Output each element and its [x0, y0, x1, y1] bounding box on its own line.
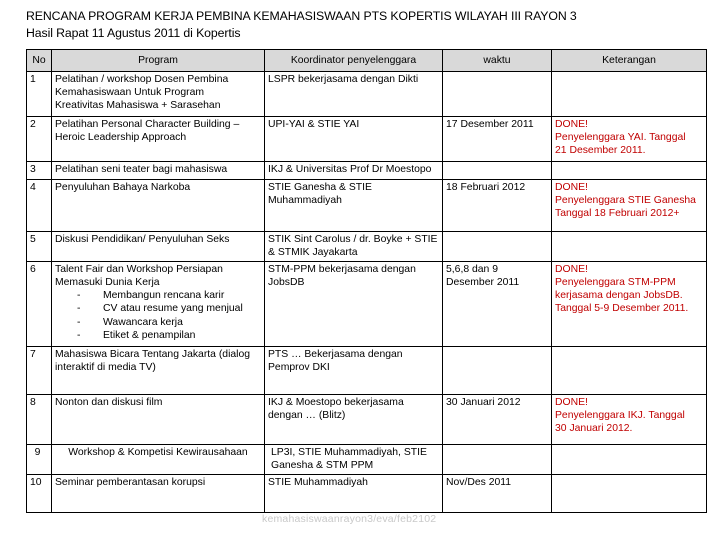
keterangan-text-line: Tanggal 18 Februari 2012+ — [555, 208, 680, 220]
cell-program — [52, 232, 265, 262]
watermark-text: kemahasiswaanrayon3/eva/feb2102 — [262, 513, 437, 525]
program-text-line: Memasuki Dunia Kerja — [55, 277, 160, 289]
program-text-line: Pelatihan / workshop Dosen Pembina — [55, 74, 229, 85]
cell-waktu — [443, 72, 552, 117]
cell-keterangan — [552, 117, 707, 162]
table-row — [27, 475, 707, 513]
cell-waktu — [443, 262, 552, 347]
program-text-line: interaktif di media TV) — [55, 362, 156, 374]
koordinator-text-line: STIE Muhammadiyah — [268, 477, 368, 489]
bullet-dash-icon: - — [77, 316, 81, 328]
status-badge: DONE! — [555, 397, 588, 409]
waktu-text-line: 18 Februari 2012 — [446, 182, 526, 193]
koordinator-text-line: STM-PPM bekerjasama dengan — [268, 264, 416, 276]
keterangan-text-line: Tanggal 5-9 Desember 2011. — [555, 303, 689, 315]
cell-koordinator — [265, 445, 443, 475]
cell-koordinator — [265, 395, 443, 445]
program-bullet-item — [77, 289, 261, 302]
bullet-label: Etiket & penampilan — [103, 329, 196, 341]
cell-no: 4 — [27, 180, 52, 232]
keterangan-text-line: Penyelenggara STM-PPM — [555, 277, 676, 289]
table-row — [27, 180, 707, 232]
cell-no: 10 — [27, 475, 52, 513]
waktu-text-line: Desember 2011 — [446, 277, 520, 289]
cell-no: 8 — [27, 395, 52, 445]
column-header-program: Program — [52, 50, 265, 72]
cell-program — [52, 162, 265, 180]
cell-no: 5 — [27, 232, 52, 262]
cell-keterangan — [552, 475, 707, 513]
koordinator-text-line: & STMIK Jayakarta — [268, 247, 358, 259]
koordinator-text-line: STIE Ganesha & STIE — [268, 182, 372, 193]
table-row — [27, 262, 707, 347]
table-row — [27, 395, 707, 445]
cell-waktu — [443, 117, 552, 162]
column-header-keterangan: Keterangan — [552, 50, 707, 72]
bullet-label: CV atau resume yang menjual — [103, 303, 243, 315]
program-bullet-item — [77, 302, 261, 315]
cell-waktu — [443, 475, 552, 513]
program-text-line: Pelatihan seni teater bagi mahasiswa — [55, 164, 228, 175]
koordinator-text-line: Muhammadiyah — [268, 195, 342, 207]
program-bullet-item — [77, 316, 261, 329]
bullet-dash-icon: - — [77, 329, 81, 341]
waktu-text-line: 17 Desember 2011 — [446, 119, 534, 130]
waktu-text-line: Nov/Des 2011 — [446, 477, 512, 489]
cell-program — [52, 445, 265, 475]
bullet-dash-icon: - — [77, 290, 81, 302]
table-header-row — [27, 50, 707, 72]
cell-koordinator — [265, 232, 443, 262]
program-text-line: Pelatihan Personal Character Building – — [55, 119, 240, 130]
table-row — [27, 162, 707, 180]
program-plan-table — [26, 49, 707, 513]
cell-program — [52, 347, 265, 395]
cell-no: 9 — [27, 445, 52, 475]
cell-koordinator — [265, 180, 443, 232]
cell-no: 3 — [27, 162, 52, 180]
column-header-waktu: waktu — [443, 50, 552, 72]
koordinator-text-line: STIK Sint Carolus / dr. Boyke + STIE — [268, 234, 438, 245]
cell-keterangan — [552, 445, 707, 475]
waktu-text-line: 5,6,8 dan 9 — [446, 264, 498, 276]
cell-keterangan — [552, 162, 707, 180]
program-text-line: Kemahasiswaan Untuk Program — [55, 87, 205, 99]
cell-program — [52, 475, 265, 513]
cell-koordinator — [265, 262, 443, 347]
cell-no: 1 — [27, 72, 52, 117]
cell-keterangan — [552, 72, 707, 117]
cell-keterangan — [552, 262, 707, 347]
bullet-label: Membangun rencana karir — [103, 290, 225, 302]
cell-koordinator — [265, 162, 443, 180]
cell-koordinator — [265, 72, 443, 117]
cell-program — [52, 395, 265, 445]
koordinator-text-line: Pemprov DKI — [268, 362, 330, 374]
cell-waktu — [443, 232, 552, 262]
program-text-line: Nonton dan diskusi film — [55, 397, 163, 409]
table-header — [27, 50, 707, 72]
keterangan-text-line: Penyelenggara YAI. Tanggal — [555, 132, 686, 144]
cell-keterangan — [552, 180, 707, 232]
koordinator-text-line: JobsDB — [268, 277, 305, 289]
koordinator-text-line: Ganesha & STM PPM — [271, 460, 374, 472]
program-bullet-list — [55, 289, 261, 341]
table-body — [27, 72, 707, 513]
keterangan-text-line: 30 Januari 2012. — [555, 423, 633, 435]
column-header-koordinator: Koordinator penyelenggara — [265, 50, 443, 72]
koordinator-text-line: dengan … (Blitz) — [268, 410, 346, 422]
koordinator-text-line: UPI-YAI & STIE YAI — [268, 119, 360, 130]
program-bullet-item — [77, 329, 261, 342]
cell-no: 2 — [27, 117, 52, 162]
bullet-label: Wawancara kerja — [103, 316, 183, 328]
status-badge: DONE! — [555, 264, 588, 276]
cell-program — [52, 180, 265, 232]
status-badge: DONE! — [555, 119, 588, 130]
waktu-text-line: 30 Januari 2012 — [446, 397, 521, 409]
cell-program — [52, 117, 265, 162]
koordinator-text-line: IKJ & Universitas Prof Dr Moestopo — [268, 164, 432, 175]
table-row — [27, 347, 707, 395]
koordinator-text-line: LP3I, STIE Muhammadiyah, STIE — [271, 447, 427, 459]
table-row — [27, 232, 707, 262]
cell-no: 7 — [27, 347, 52, 395]
koordinator-text-line: PTS … Bekerjasama dengan — [268, 349, 403, 361]
status-badge: DONE! — [555, 182, 588, 193]
program-text-line: Diskusi Pendidikan/ Penyuluhan Seks — [55, 234, 230, 245]
cell-waktu — [443, 347, 552, 395]
program-text-line: Workshop & Kompetisi Kewirausahaan — [68, 447, 248, 459]
keterangan-text-line: 21 Desember 2011. — [555, 145, 646, 157]
keterangan-text-line: kerjasama dengan JobsDB. — [555, 290, 683, 302]
cell-koordinator — [265, 117, 443, 162]
cell-keterangan — [552, 232, 707, 262]
program-text-line: Kreativitas Mahasiswa + Sarasehan — [55, 100, 221, 112]
cell-koordinator — [265, 475, 443, 513]
cell-keterangan — [552, 395, 707, 445]
table-row — [27, 445, 707, 475]
table-row — [27, 117, 707, 162]
document-title-line-1: RENCANA PROGRAM KERJA PEMBINA KEMAHASISWAAN PTS KOPERTIS WILAYAH III RAYON 3 — [26, 9, 577, 23]
table-row — [27, 72, 707, 117]
program-text-line: Heroic Leadership Approach — [55, 132, 187, 144]
program-text-line: Talent Fair dan Workshop Persiapan — [55, 264, 223, 276]
cell-waktu — [443, 395, 552, 445]
cell-no: 6 — [27, 262, 52, 347]
bullet-dash-icon: - — [77, 303, 81, 315]
keterangan-text-line: Penyelenggara IKJ. Tanggal — [555, 410, 685, 422]
koordinator-text-line: LSPR bekerjasama dengan Dikti — [268, 74, 419, 85]
cell-koordinator — [265, 347, 443, 395]
program-text-line: Seminar pemberantasan korupsi — [55, 477, 206, 489]
cell-waktu — [443, 180, 552, 232]
cell-waktu — [443, 162, 552, 180]
koordinator-text-line: IKJ & Moestopo bekerjasama — [268, 397, 404, 409]
program-text-line: Mahasiswa Bicara Tentang Jakarta (dialog — [55, 349, 251, 361]
document-title-line-2: Hasil Rapat 11 Agustus 2011 di Kopertis — [26, 26, 241, 40]
cell-keterangan — [552, 347, 707, 395]
cell-program — [52, 72, 265, 117]
keterangan-text-line: Penyelenggara STIE Ganesha — [555, 195, 696, 207]
program-text-line: Penyuluhan Bahaya Narkoba — [55, 182, 191, 193]
column-header-no: No — [27, 50, 52, 72]
cell-program — [52, 262, 265, 347]
cell-waktu — [443, 445, 552, 475]
